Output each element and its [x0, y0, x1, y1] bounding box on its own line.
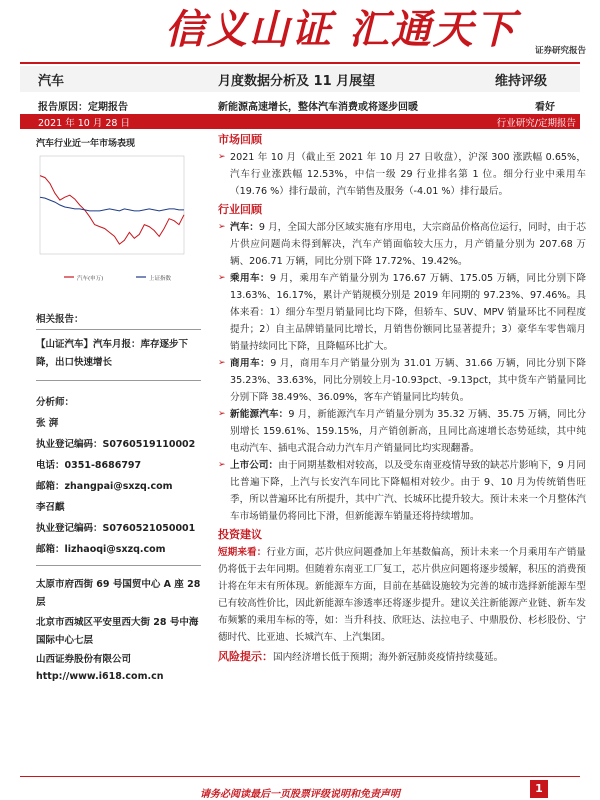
- analyst2-cert: 执业登记编码：S0760521050001: [36, 523, 196, 534]
- report-reason: 报告原因：定期报告: [38, 102, 128, 113]
- page-number: 1: [535, 782, 543, 795]
- market-chart: [34, 150, 210, 290]
- bullet-icon: ➢: [218, 409, 226, 419]
- analyst2-email[interactable]: 邮箱：lizhaoqi@sxzq.com: [36, 544, 166, 555]
- related-report-link[interactable]: 【山证汽车】汽车月报：库存逐步下降，出口快速增长: [36, 339, 189, 368]
- address-divider: [36, 565, 201, 566]
- left-column: [20, 132, 205, 682]
- paragraph-listed: [218, 457, 586, 525]
- analyst1-phone: 电话：0351-8686797: [36, 460, 142, 471]
- header-banner: [0, 0, 600, 66]
- bullet-icon: ➢: [218, 222, 226, 232]
- related-label: 相关报告：: [36, 314, 84, 325]
- analyst1-name: 张 湃: [36, 418, 59, 429]
- rating-label: 维持评级: [495, 74, 548, 89]
- analyst1-cert: 执业登记编码：S0760519110002: [36, 439, 196, 450]
- address-beijing: 北京市西城区平安里西大街 28 号中海国际中心七层: [36, 617, 199, 646]
- company-name: 山西证券股份有限公司: [36, 654, 132, 665]
- paragraph-market: [218, 149, 586, 200]
- footer-disclaimer: 请务必阅读最后一页股票评级说明和免责声明: [200, 789, 400, 800]
- paragraph-passenger: [218, 270, 586, 355]
- report-subtitle: 新能源高速增长，整体汽车消费或将逐步回暖: [218, 102, 418, 113]
- paragraph-risk: [218, 648, 586, 666]
- analyst-label: 分析师：: [36, 397, 75, 408]
- bullet-icon: ➢: [218, 273, 226, 283]
- paragraph-passenger-head: 乘用车：: [230, 273, 270, 284]
- bullet-icon: ➢: [218, 460, 226, 470]
- chart-title: 汽车行业近一年市场表现: [36, 139, 136, 149]
- company-website[interactable]: http://www.i618.com.cn: [36, 671, 164, 682]
- analyst1-email[interactable]: 邮箱：zhangpai@sxzq.com: [36, 481, 173, 492]
- paragraph-auto-head: 汽车：: [230, 222, 259, 233]
- header-divider: [20, 62, 580, 64]
- section-investment: 投资建议: [218, 528, 262, 541]
- paragraph-commercial-head: 商用车：: [230, 358, 271, 369]
- chart-frame: [40, 156, 184, 254]
- footer-divider: [20, 776, 580, 777]
- brand-slogan: 信义山证 汇通天下: [165, 6, 517, 53]
- paragraph-short-term-text: 行业方面，芯片供应问题叠加上年基数偏高，预计未来一个月乘用车产销量仍将低于去年同期。但随着东南亚工厂复工，芯片供应问题将逐步缓解，积压的消费预计将在年末有所体现。新能源车方面，目前在基础设施较为完善的城市选择新能源车型已有较高性价比，因此新能源车渗透率还将逐步提升。建议关注新能源产业链、新车发布频繁的乘用车标的等，如：当升科技、欣旺达、法拉电子、中鼎股份、杉杉股份、宁德时代、比亚迪、长城汽车、上汽集团。: [218, 547, 587, 643]
- outlook-label: 看好: [535, 102, 555, 113]
- paragraph-listed-text: 由于同期基数相对较高，以及受东南亚疫情导致的缺芯片影响下，9 月同比普遍下降，上汽与长安汽车同比下降幅相对较少。由于 9、10 月为传统销售旺季，所以普遍环比有所提升，其中广汽、长城环比提升较大。预计未来一个月整体汽车市场销量仍将同比下滑，但新能源车销量还将持续增加。: [230, 460, 587, 522]
- report-type: 行业研究/定期报告: [496, 118, 576, 129]
- paragraph-commercial: [218, 355, 586, 406]
- bullet-icon: ➢: [218, 152, 226, 162]
- paragraph-commercial-text: 9 月，商用车月产销量分别为 31.01 万辆、31.66 万辆，同比分别下降 35.23%、33.63%，同比分别较上月-10.93pct、-9.13pct，其中货车产销量同比分别下降 38.49%、36.09%，客车产销量同比均转负。: [230, 358, 587, 403]
- address-taiyuan: 太原市府西街 69 号国贸中心 A 座 28 层: [36, 579, 201, 608]
- paragraph-short-term-head: 短期来看：: [218, 547, 267, 558]
- paragraph-nev-text: 9 月，新能源汽车月产销量分别为 35.32 万辆、35.75 万辆，同比分别增长 159.61%、159.15%，月产销创新高，且同比高速增长态势延续，其中纯电动汽车、插电式混合动力汽车月产销量同比均实现翻番。: [230, 409, 587, 454]
- paragraph-auto: [218, 219, 586, 270]
- industry-label: 汽车: [38, 74, 65, 89]
- section-industry-review: 行业回顾: [218, 203, 262, 216]
- legend-label-1: 上证指数: [149, 276, 172, 282]
- paragraph-short-term: [218, 544, 586, 646]
- market-chart-svg: [34, 150, 210, 290]
- risk-head: 风险提示：: [218, 650, 273, 663]
- department-label: 证券研究报告: [534, 46, 586, 56]
- analyst-divider: [36, 380, 201, 381]
- risk-text: 国内经济增长低于预期；海外新冠肺炎疫情持续蔓延。: [273, 652, 504, 663]
- paragraph-nev: [218, 406, 586, 457]
- report-date: 2021 年 10 月 28 日: [38, 118, 130, 129]
- related-divider: [36, 329, 201, 330]
- section-market-review: 市场回顾: [218, 133, 262, 146]
- paragraph-nev-head: 新能源汽车：: [230, 409, 289, 420]
- bullet-icon: ➢: [218, 358, 226, 368]
- paragraph-passenger-text: 9 月，乘用车产销量分别为 176.67 万辆、175.05 万辆，同比分别下降 13.63%、16.17%，累计产销规模分别是 2019 年同期的 97.23%、97.46%。具体来看：1）细分车型月销量同比均下降，但轿车、SUV、MPV 销量环比不同程度提升；2）自主品牌销量同比增长，月销售份额同比显著提升；3）豪华车零售端月销量持续同比下降，且降幅环比扩大。: [230, 273, 586, 352]
- paragraph-listed-head: 上市公司：: [230, 460, 279, 471]
- paragraph-auto-text: 9 月，全国大部分区域实施有序用电，大宗商品价格高位运行，同时，由于芯片供应问题尚未得到解决，汽车产销面临较大压力，月产销量分别为 207.68 万辆、206.71 万辆，同比分别下降 17.72%、19.42%。: [230, 222, 586, 267]
- paragraph-market-text: 2021 年 10 月（截止至 2021 年 10 月 27 日收盘），沪深 300 涨跌幅 0.65%，汽车行业涨跌幅 12.53%，中信一级 29 行业排名第 1 位。细分行业中乘用车（19.76 %）排行最前，汽车销售及服务（-4.01 %）排行最后。: [230, 152, 586, 197]
- legend-label-0: 汽车(申万): [77, 276, 104, 282]
- report-title: 月度数据分析及 11 月展望: [218, 74, 376, 89]
- analyst2-name: 李召麒: [36, 502, 65, 513]
- main-content: [218, 130, 586, 666]
